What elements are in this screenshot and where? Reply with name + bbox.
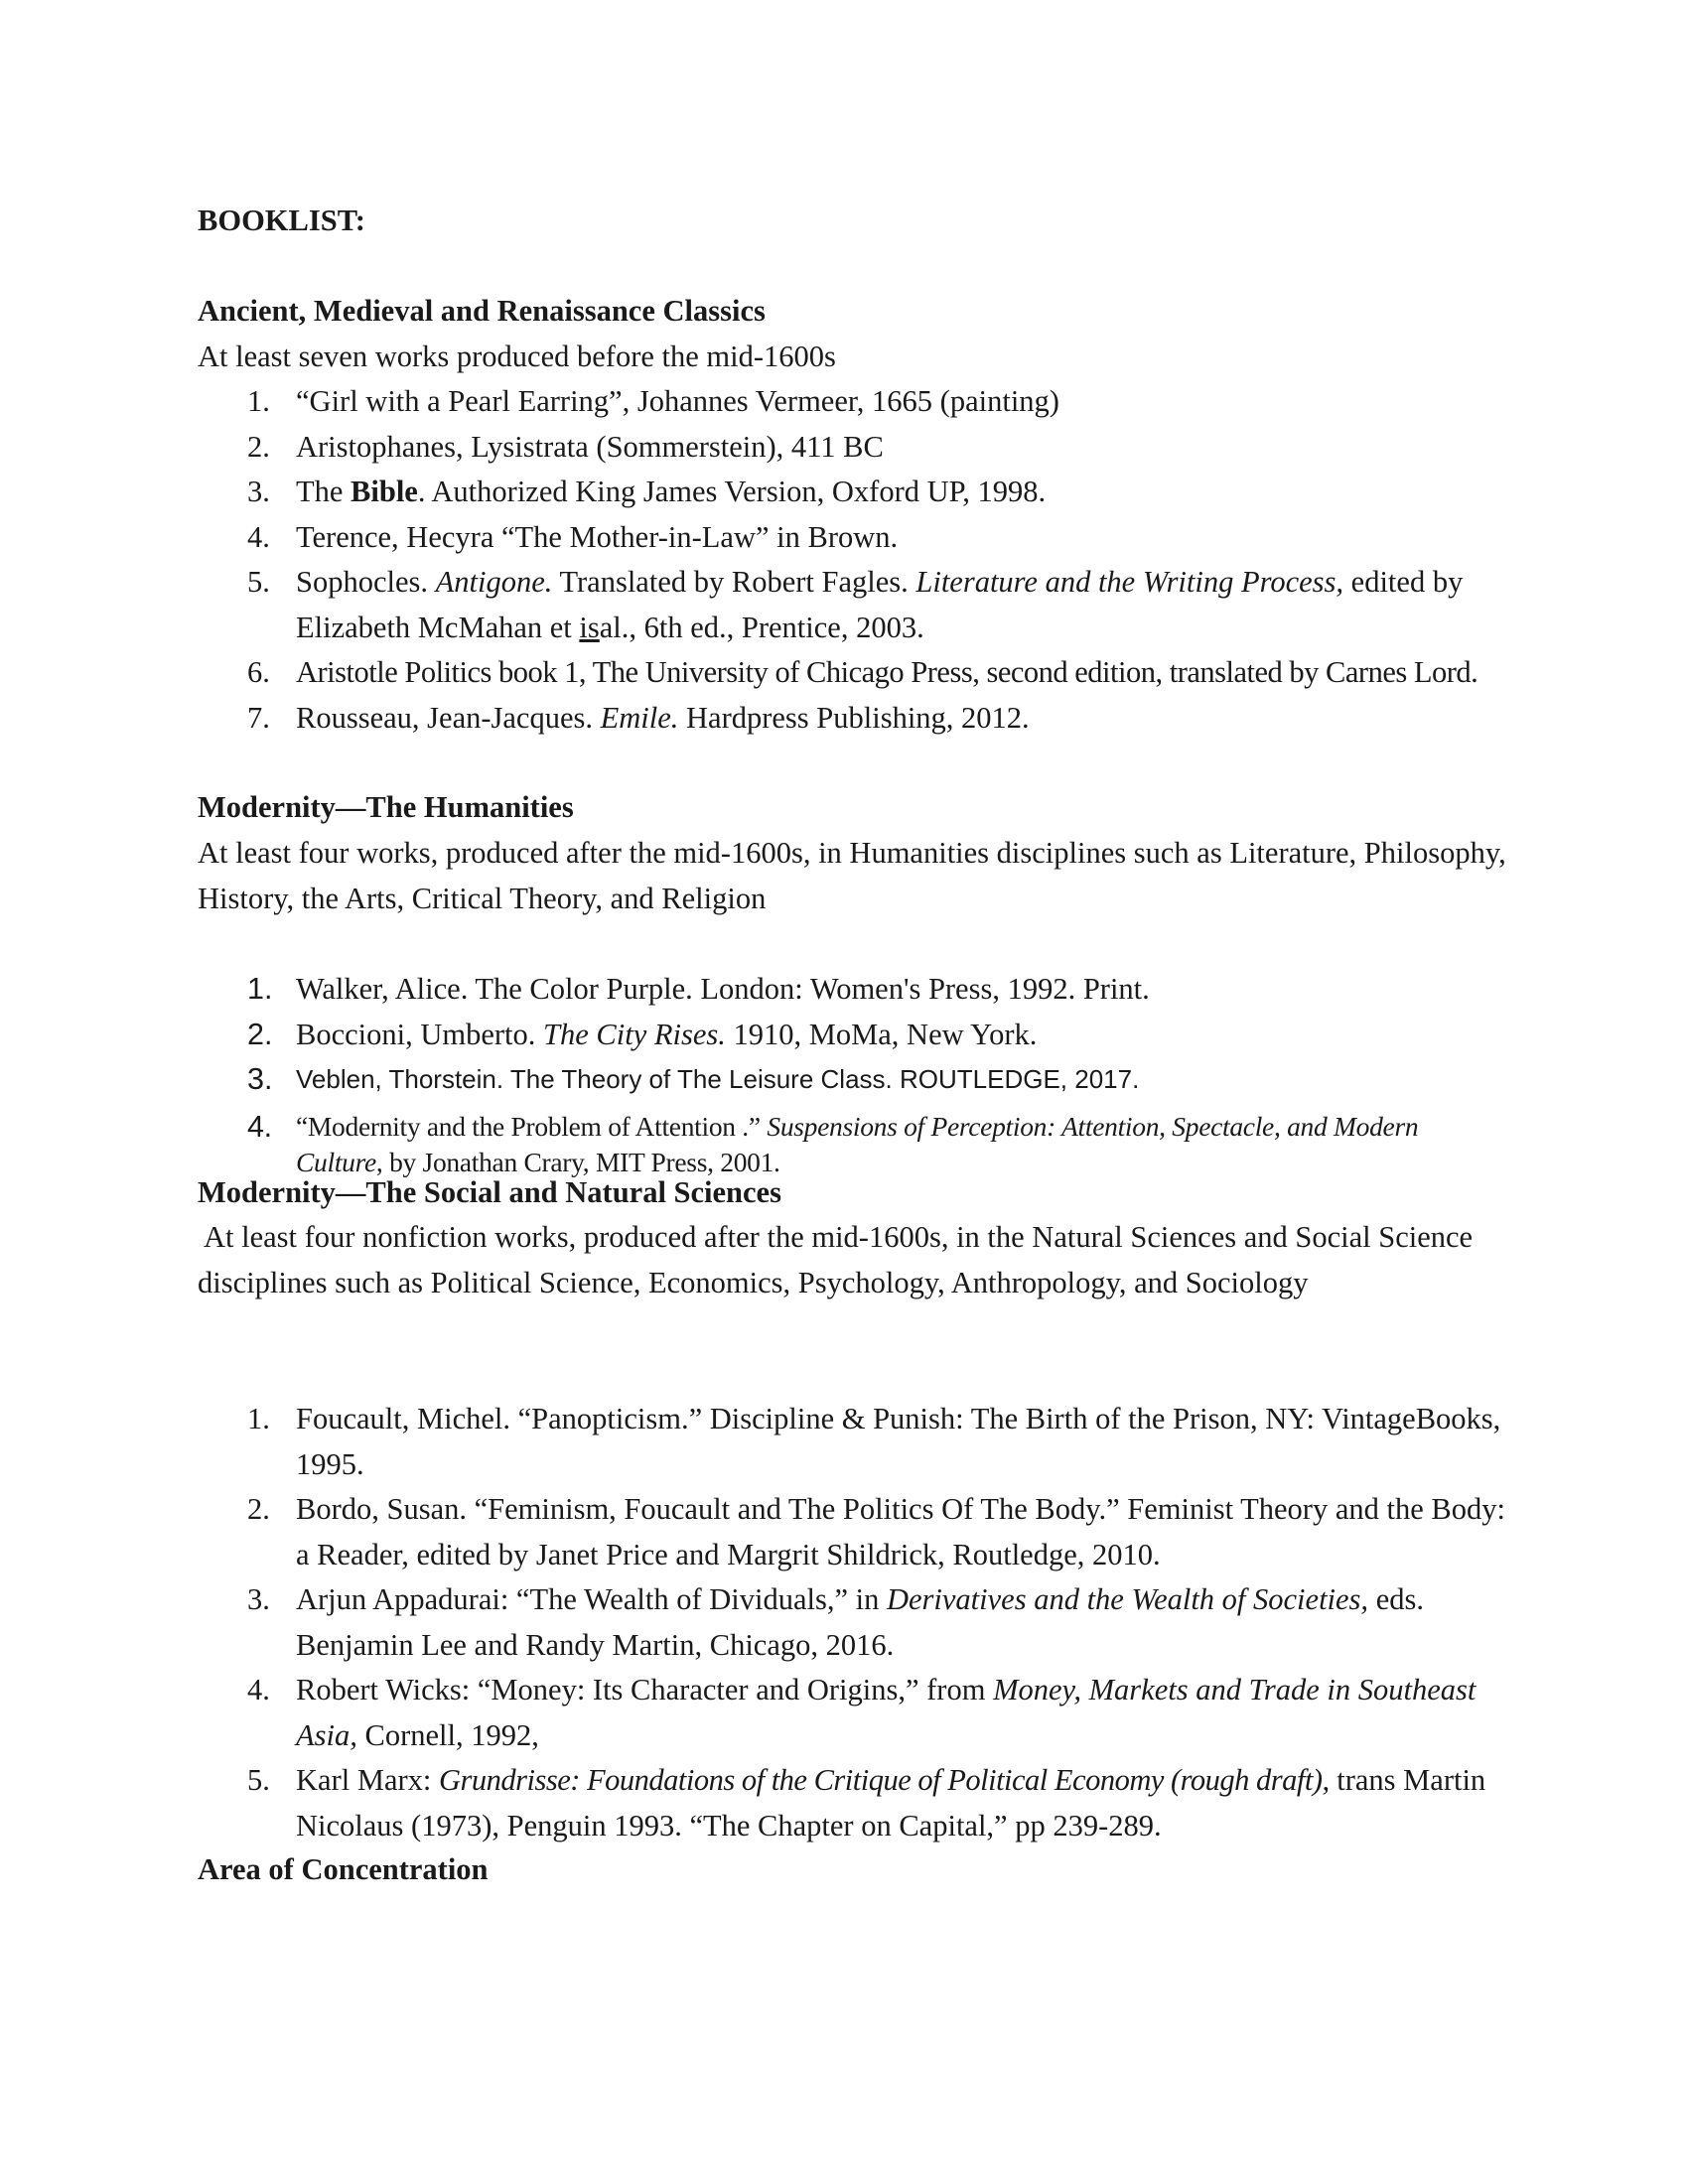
list-item: 3. Arjun Appadurai: “The Wealth of Dividuals,” in Derivatives and the Wealth of Societies, eds. Benjamin Lee and Randy Martin, Chicago, 2016. [247,1582,1424,1662]
page-title: BOOKLIST: [198,204,365,237]
list-item: 4. Terence, Hecyra “The Mother-in-Law” in Brown. [247,519,899,554]
booklist-sciences [198,1397,1508,1848]
list-item: 3. Veblen, Thorstein. The Theory of The Leisure Class. ROUTLEDGE, 2017. [247,1062,1140,1096]
booklist-ancient [198,379,1508,741]
section-description-sciences: At least four nonfiction works, produced after the mid-1600s, in the Natural Sciences and Social Science disciplines such as Political Science, Economics, Psychology, Anthropology, and Sociology [198,1220,1474,1299]
section-description-humanities: At least four works, produced after the mid-1600s, in Humanities disciplines such as Literature, Philosophy, History, the Arts, Critical Theory, and Religion [198,836,1506,915]
section-heading-humanities: Modernity—The Humanities [198,790,574,824]
list-item: 1. Walker, Alice. The Color Purple. London: Women's Press, 1992. Print. [247,972,1150,1006]
list-item: 2. Aristophanes, Lysistrata (Sommerstein), 411 BC [247,429,884,464]
list-item: 3. The Bible. Authorized King James Version, Oxford UP, 1998. [247,475,1047,508]
list-item: 6. Aristotle Politics book 1, The University of Chicago Press, second edition, translated by Carnes Lord. [247,655,1478,689]
list-item: 5. Sophocles. Antigone. Translated by Robert Fagles. Literature and the Writing Process, edited by Elizabeth McMahan et isal., 6th ed., Prentice, 2003. [247,565,1464,644]
section-description-ancient: At least seven works produced before the mid-1600s [198,340,836,373]
list-item: 7. Rousseau, Jean-Jacques. Emile. Hardpress Publishing, 2012. [247,700,1030,735]
section-heading-ancient: Ancient, Medieval and Renaissance Classics [198,294,766,328]
section-heading-concentration: Area of Concentration [198,1852,489,1886]
section-heading-sciences: Modernity—The Social and Natural Sciences [198,1175,781,1209]
list-item: 1. Foucault, Michel. “Panopticism.” Discipline & Punish: The Birth of the Prison, NY: VintageBooks, 1995. [247,1402,1501,1481]
list-item: 1. “Girl with a Pearl Earring”, Johannes Vermeer, 1665 (painting) [247,384,1059,418]
list-item: 4. Robert Wicks: “Money: Its Character and Origins,” from Money, Markets and Trade in Southeast Asia, Cornell, 1992, [247,1673,1477,1752]
list-item: 2. Bordo, Susan. “Feminism, Foucault and The Politics Of The Body.” Feminist Theory and the Body: a Reader, edited by Janet Price and Margrit Shildrick, Routledge, 2010. [247,1492,1505,1571]
list-item: 5. Karl Marx: Grundrisse: Foundations of the Critique of Political Economy (rough draft), trans Martin Nicolaus (1973), Penguin 1993. “The Chapter on Capital,” pp 239-289. [247,1763,1486,1843]
list-item: 2. Boccioni, Umberto. The City Rises. 1910, MoMa, New York. [247,1017,1038,1051]
list-item: 4. “Modernity and the Problem of Attention .” Suspensions of Perception: Attention, Spectacle, and Modern Culture, by Jonathan Crary, MIT Press, 2001. [247,1109,1419,1177]
booklist-humanities [198,967,1508,1180]
